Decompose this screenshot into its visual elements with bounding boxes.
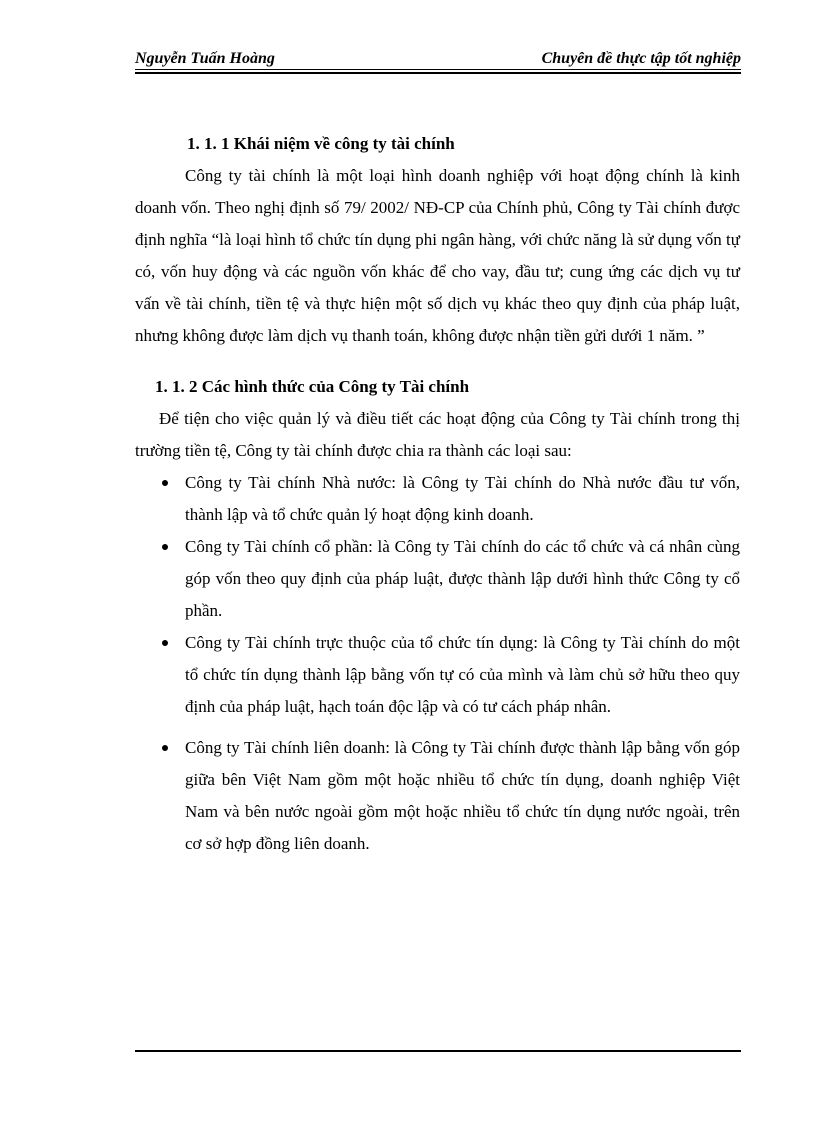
- bullet-text: Công ty Tài chính cổ phần: là Công ty Tài chính do các tổ chức và cá nhân cùng góp vốn theo quy định của pháp luật, được thành lập dưới hình thức Công ty cổ phần.: [185, 537, 740, 620]
- bullet-icon: [162, 745, 168, 751]
- section-2-intro: Để tiện cho việc quản lý và điều tiết các hoạt động của Công ty Tài chính trong thị trường tiền tệ, Công ty tài chính được chia ra thành các loại sau:: [135, 409, 740, 460]
- bullet-text: Công ty Tài chính liên doanh: là Công ty Tài chính được thành lập bằng vốn góp giữa bên Việt Nam gồm một hoặc nhiều tổ chức tín dụng, doanh nghiệp Việt Nam và bên nước ngoài gồm một hoặc nhiều tổ chức tín dụng nước ngoài, trên cơ sở hợp đồng liên doanh.: [185, 738, 740, 853]
- bullet-item: [135, 531, 740, 627]
- page-body: [135, 128, 740, 860]
- page-header: [135, 50, 741, 70]
- section-heading-2: 1. 1. 2 Các hình thức của Công ty Tài chính: [155, 377, 470, 396]
- bullet-text: Công ty Tài chính trực thuộc của tổ chức tín dụng: là Công ty Tài chính do một tổ chức tín dụng thành lập bằng vốn tự có của mình và làm chủ sở hữu theo quy định của pháp luật, hạch toán độc lập và có tư cách pháp nhân.: [185, 633, 740, 716]
- bullet-item: [135, 627, 740, 723]
- header-rule: [135, 69, 741, 70]
- bullet-text: Công ty Tài chính Nhà nước: là Công ty Tài chính do Nhà nước đầu tư vốn, thành lập và tổ chức quản lý hoạt động kinh doanh.: [185, 473, 740, 524]
- bullet-icon: [162, 480, 168, 486]
- bullet-item: [135, 467, 740, 531]
- header-rule-thick: [135, 72, 741, 74]
- footer-rule: [135, 1050, 741, 1052]
- bullet-icon: [162, 640, 168, 646]
- section-1-paragraph: Công ty tài chính là một loại hình doanh nghiệp với hoạt động chính là kinh doanh vốn. Theo nghị định số 79/ 2002/ NĐ-CP của Chính phủ, Công ty Tài chính được định nghĩa “là loại hình tổ chức tín dụng phi ngân hàng, với chức năng là sử dụng vốn tự có, vốn huy động và các nguồn vốn khác để cho vay, đầu tư; cung ứng các dịch vụ tư vấn về tài chính, tiền tệ và thực hiện một số dịch vụ khác theo quy định của pháp luật, nhưng không được làm dịch vụ thanh toán, không được nhận tiền gửi dưới 1 năm. ”: [135, 166, 740, 345]
- bullet-icon: [162, 544, 168, 550]
- bullet-list: [135, 467, 740, 860]
- header-title: Chuyên đề thực tập tốt nghiệp: [541, 50, 741, 67]
- header-author: Nguyễn Tuấn Hoàng: [135, 50, 275, 67]
- section-heading-1: 1. 1. 1 Khái niệm về công ty tài chính: [187, 134, 455, 153]
- bullet-item: [135, 732, 740, 860]
